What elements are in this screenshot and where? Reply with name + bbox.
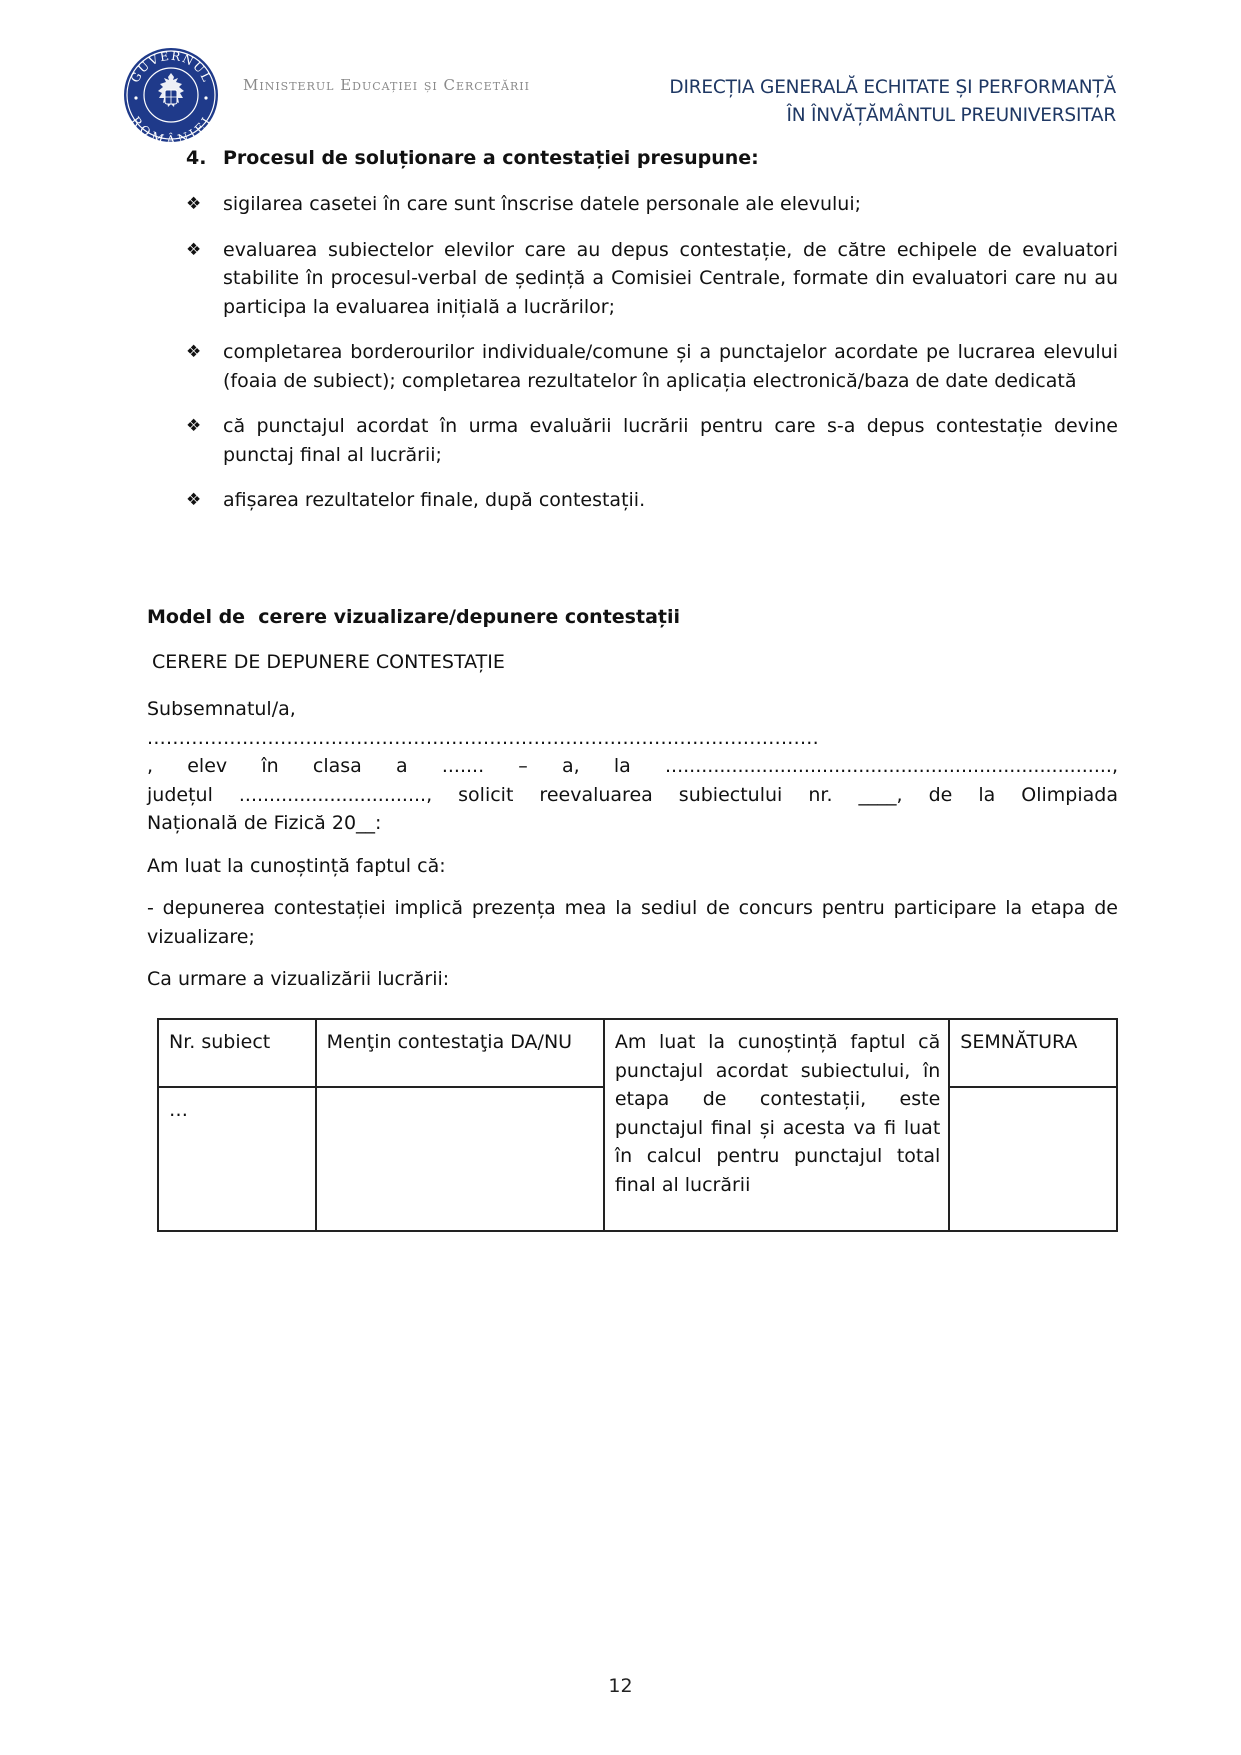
contestation-table: [157, 1018, 1118, 1232]
list-item: [186, 236, 1118, 322]
list-item-text: că punctajul acordat în urma evaluării lucrării pentru care s-a depus contestație devine punctaj final al lucrării;: [223, 415, 1118, 466]
directorate-line-1: DIRECȚIA GENERALĂ ECHITATE ȘI PERFORMANȚĂ: [669, 77, 1116, 98]
form-title: CERERE DE DEPUNERE CONTESTAȚIE: [152, 651, 505, 673]
salutation: Subsemnatul/a,: [147, 698, 296, 720]
page-number: 12: [608, 1675, 633, 1697]
header-nr-subiect: Nr. subiect: [158, 1019, 316, 1087]
model-title: Model de cerere vizualizare/depunere contestații: [147, 606, 681, 628]
olympiad-fill-line: Națională de Fizică 20__:: [147, 812, 382, 834]
acknowledge-item: - depunerea contestației implică prezența mea la sediul de concurs pentru participare la etapa de vizualizare;: [147, 897, 1118, 948]
section-heading-text: Procesul de soluționare a contestației presupune:: [223, 147, 759, 169]
cell-mentin-contestatia[interactable]: [316, 1087, 604, 1231]
diamond-bullet-icon: ❖: [186, 342, 202, 362]
table-header-row: [158, 1019, 1117, 1087]
cell-nr-subiect[interactable]: …: [158, 1087, 316, 1231]
diamond-bullet-icon: ❖: [186, 416, 202, 436]
list-item-text: afișarea rezultatelor finale, după contestații.: [223, 489, 646, 511]
diamond-bullet-icon: ❖: [186, 194, 202, 214]
county-fill-line: județul ..............................., solicit reevaluarea subiectului nr. ____, de la Olimpiada: [147, 783, 1118, 806]
header-acknowledgement: Am luat la cunoștință faptul că punctajul acordat subiectului, în etapa de contestații, este punctajul final și acesta va fi luat în calcul pentru punctajul total final al lucrării: [604, 1019, 949, 1231]
list-item: [186, 486, 1118, 515]
diamond-bullet-icon: ❖: [186, 239, 202, 260]
process-bullet-list: [186, 190, 1118, 532]
form-body: [147, 695, 1118, 994]
romanian-government-seal-icon: [122, 46, 220, 144]
header-semnatura: SEMNĂTURA: [949, 1019, 1117, 1087]
directorate-name: [669, 74, 1116, 130]
ministry-name: Ministerul Educației și Cercetării: [243, 76, 530, 94]
acknowledge-intro: Am luat la cunoștință faptul că:: [147, 854, 446, 877]
header-mentin-contestatia: Menţin contestaţia DA/NU: [316, 1019, 604, 1087]
cell-semnatura[interactable]: [949, 1087, 1117, 1231]
after-view-text: Ca urmare a vizualizării lucrării:: [147, 968, 450, 990]
list-item: [186, 338, 1118, 395]
page-header: [0, 0, 1241, 144]
name-fill-line: ..........................................................................................................: [147, 726, 819, 749]
list-item-text: sigilarea casetei în care sunt înscrise datele personale ale elevului;: [223, 193, 861, 215]
seal-text-top: GUVERNUL: [127, 48, 215, 85]
directorate-line-2: ÎN ÎNVĂȚĂMÂNTUL PREUNIVERSITAR: [786, 105, 1116, 126]
diamond-bullet-icon: ❖: [186, 490, 202, 510]
list-item: [186, 412, 1118, 469]
class-fill-line: , elev în clasa a ....... – a, la ..........................................................................,: [147, 755, 1118, 777]
list-item: [186, 190, 1118, 219]
section-heading: [186, 147, 759, 169]
list-item-text: evaluarea subiectelor elevilor care au depus contestație, de către echipele de evaluatori stabilite în procesul-verbal de ședință a Comisiei Centrale, formate din evaluatori care nu au participa la evaluarea inițială a lucrărilor;: [223, 238, 1118, 318]
section-number: 4.: [186, 147, 207, 169]
seal-text-bottom: ROMÂNIEI: [128, 113, 214, 144]
list-item-text: completarea borderourilor individuale/comune și a punctajelor acordate pe lucrarea elevului (foaia de subiect); completarea rezultatelor în aplicația electronică/baza de date dedicată: [223, 341, 1118, 392]
